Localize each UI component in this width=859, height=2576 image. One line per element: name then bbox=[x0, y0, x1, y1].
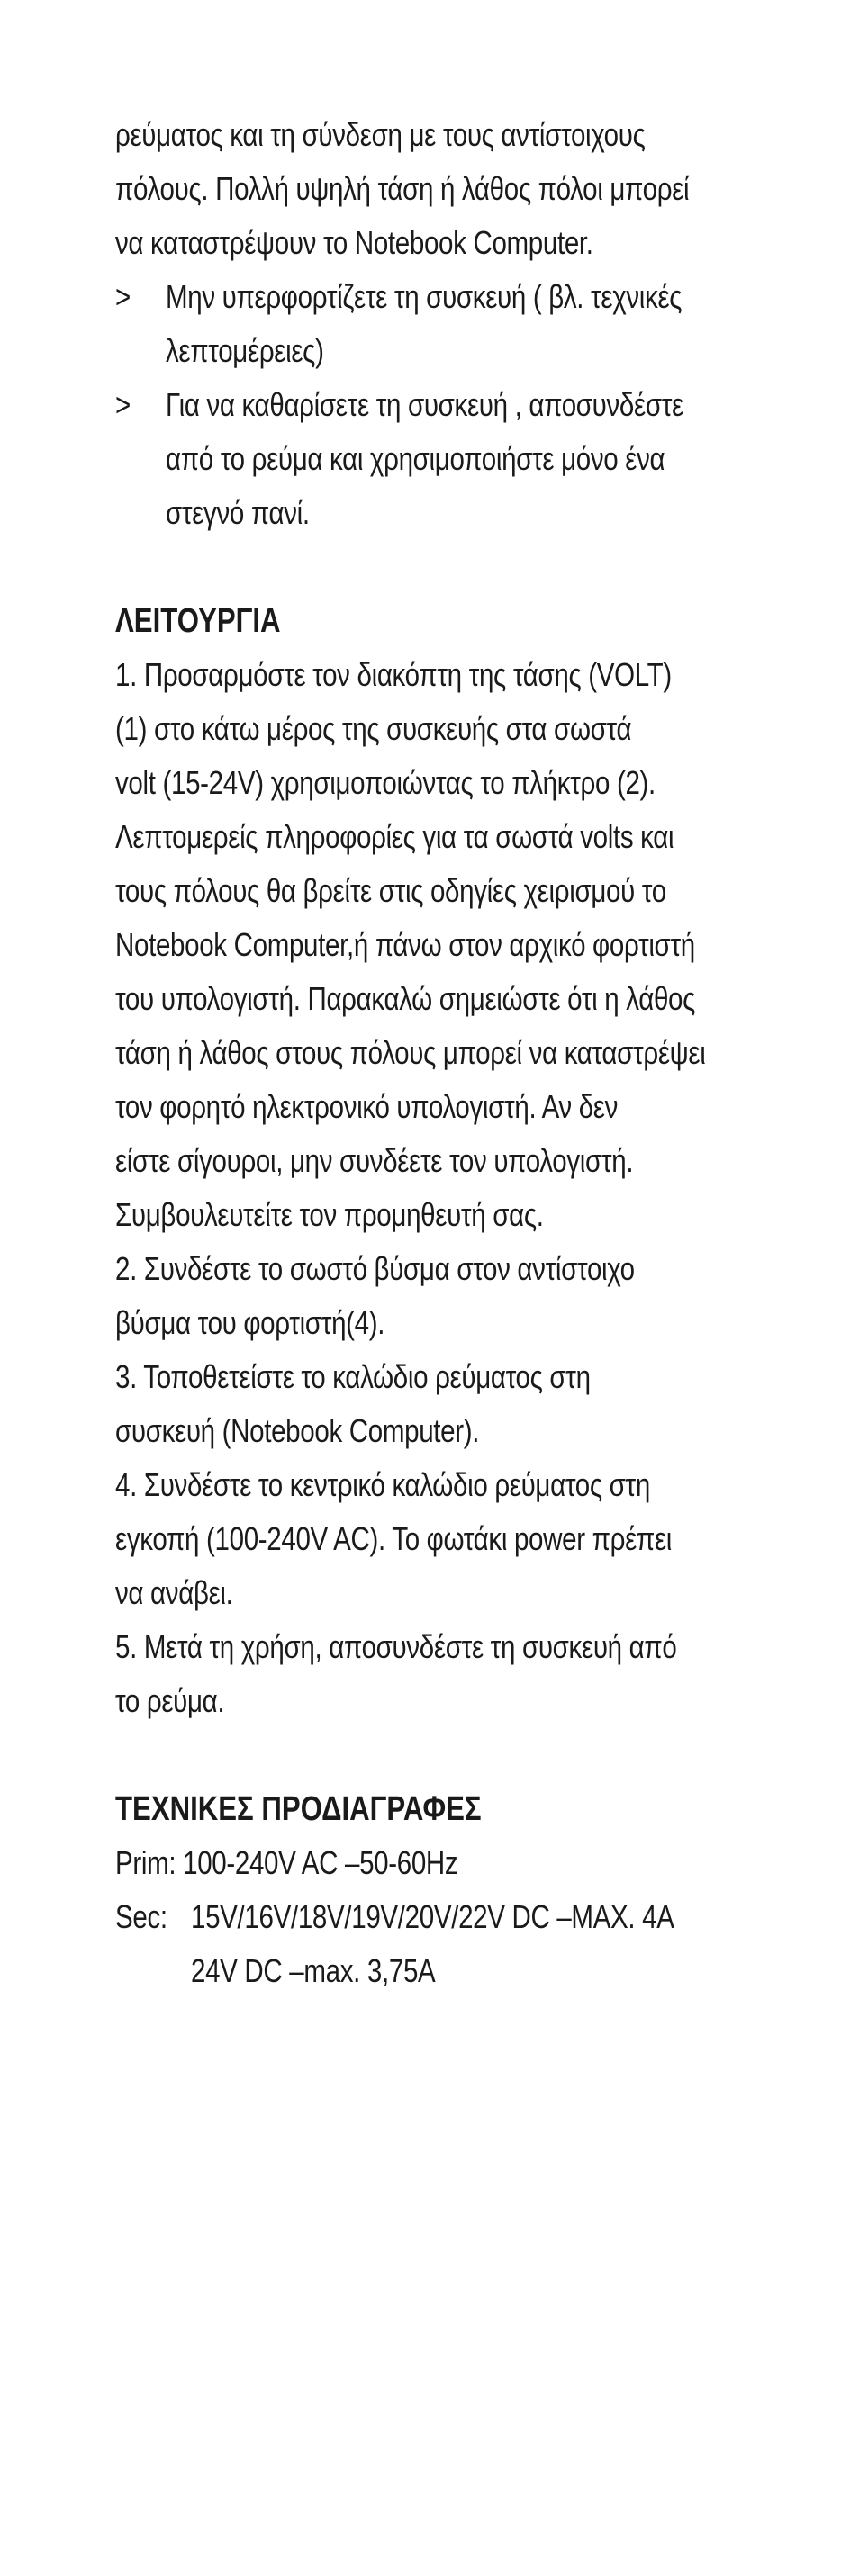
operation-line: συσκευή (Notebook Computer). bbox=[115, 1412, 480, 1449]
intro-line: πόλους. Πολλή υψηλή τάση ή λάθος πόλοι μπορεί bbox=[115, 170, 690, 207]
bullet-item bbox=[115, 378, 746, 540]
operation-line: 1. Προσαρμόστε τον διακόπτη της τάσης (VOLT) bbox=[115, 656, 672, 693]
section-heading: ΤΕΧΝΙΚΕΣ ΠΡΟΔΙΑΓΡΑΦΕΣ bbox=[115, 1790, 482, 1828]
bullet-marker: > bbox=[115, 386, 131, 423]
intro-line: ρεύματος και τη σύνδεση με τους αντίστοιχους bbox=[115, 116, 646, 153]
operation-line: εγκοπή (100-240V AC). Το φωτάκι power πρέπει bbox=[115, 1520, 673, 1557]
operation-line: volt (15-24V) χρησιμοποιώντας το πλήκτρο (2). bbox=[115, 764, 656, 801]
operation-line: Notebook Computer,ή πάνω στον αρχικό φορτιστή bbox=[115, 926, 695, 963]
operation-line: 3. Τοποθετείστε το καλώδιο ρεύματος στη bbox=[115, 1358, 591, 1395]
specs-section bbox=[115, 1782, 746, 1998]
operation-line: Λεπτομερείς πληροφορίες για τα σωστά volts και bbox=[115, 818, 674, 855]
bullet-line: λεπτομέρειες) bbox=[166, 332, 324, 369]
spec-sec-value: 24V DC –max. 3,75A bbox=[191, 1952, 436, 1989]
operation-line: τάση ή λάθος στους πόλους μπορεί να καταστρέψει bbox=[115, 1034, 706, 1071]
operation-line: (1) στο κάτω μέρος της συσκευής στα σωστά bbox=[115, 710, 632, 747]
bullet-item bbox=[115, 270, 746, 378]
bullet-line: στεγνό πανί. bbox=[166, 494, 310, 531]
operation-line: το ρεύμα. bbox=[115, 1682, 225, 1719]
document-content bbox=[115, 108, 746, 1998]
spec-sec-label: Sec: bbox=[115, 1898, 167, 1935]
operation-line: είστε σίγουροι, μην συνδέετε τον υπολογιστή. bbox=[115, 1142, 634, 1179]
bullet-line: από το ρεύμα και χρησιμοποιήστε μόνο ένα bbox=[166, 440, 665, 477]
operation-line: 5. Μετά τη χρήση, αποσυνδέστε τη συσκευή από bbox=[115, 1628, 677, 1665]
spec-sec-value: 15V/16V/18V/19V/20V/22V DC –MAX. 4A bbox=[191, 1898, 674, 1935]
operation-line: να ανάβει. bbox=[115, 1574, 233, 1611]
intro-paragraph bbox=[115, 108, 746, 270]
operation-line: Συμβουλευτείτε τον προμηθευτή σας. bbox=[115, 1196, 544, 1233]
bullet-marker: > bbox=[115, 278, 131, 315]
operation-line: τους πόλους θα βρείτε στις οδηγίες χειρισμού το bbox=[115, 872, 666, 909]
operation-line: τον φορητό ηλεκτρονικό υπολογιστή. Αν δεν bbox=[115, 1088, 619, 1125]
operation-line: 2. Συνδέστε το σωστό βύσμα στον αντίστοιχο bbox=[115, 1250, 635, 1287]
operation-line: 4. Συνδέστε το κεντρικό καλώδιο ρεύματος στη bbox=[115, 1466, 650, 1503]
operation-line: βύσμα του φορτιστή(4). bbox=[115, 1304, 385, 1341]
intro-line: να καταστρέψουν το Notebook Computer. bbox=[115, 224, 593, 261]
spec-prim: Prim: 100-240V AC –50-60Hz bbox=[115, 1844, 458, 1881]
operation-line: του υπολογιστή. Παρακαλώ σημειώστε ότι η λάθος bbox=[115, 980, 696, 1017]
spec-sec-row bbox=[115, 1890, 746, 1998]
bullet-line: Για να καθαρίσετε τη συσκευή , αποσυνδέστε bbox=[166, 386, 683, 423]
operation-section bbox=[115, 594, 746, 1728]
bullet-line: Μην υπερφορτίζετε τη συσκευή ( βλ. τεχνικές bbox=[166, 278, 683, 315]
section-heading: ΛΕΙΤΟΥΡΓΙΑ bbox=[115, 602, 281, 640]
